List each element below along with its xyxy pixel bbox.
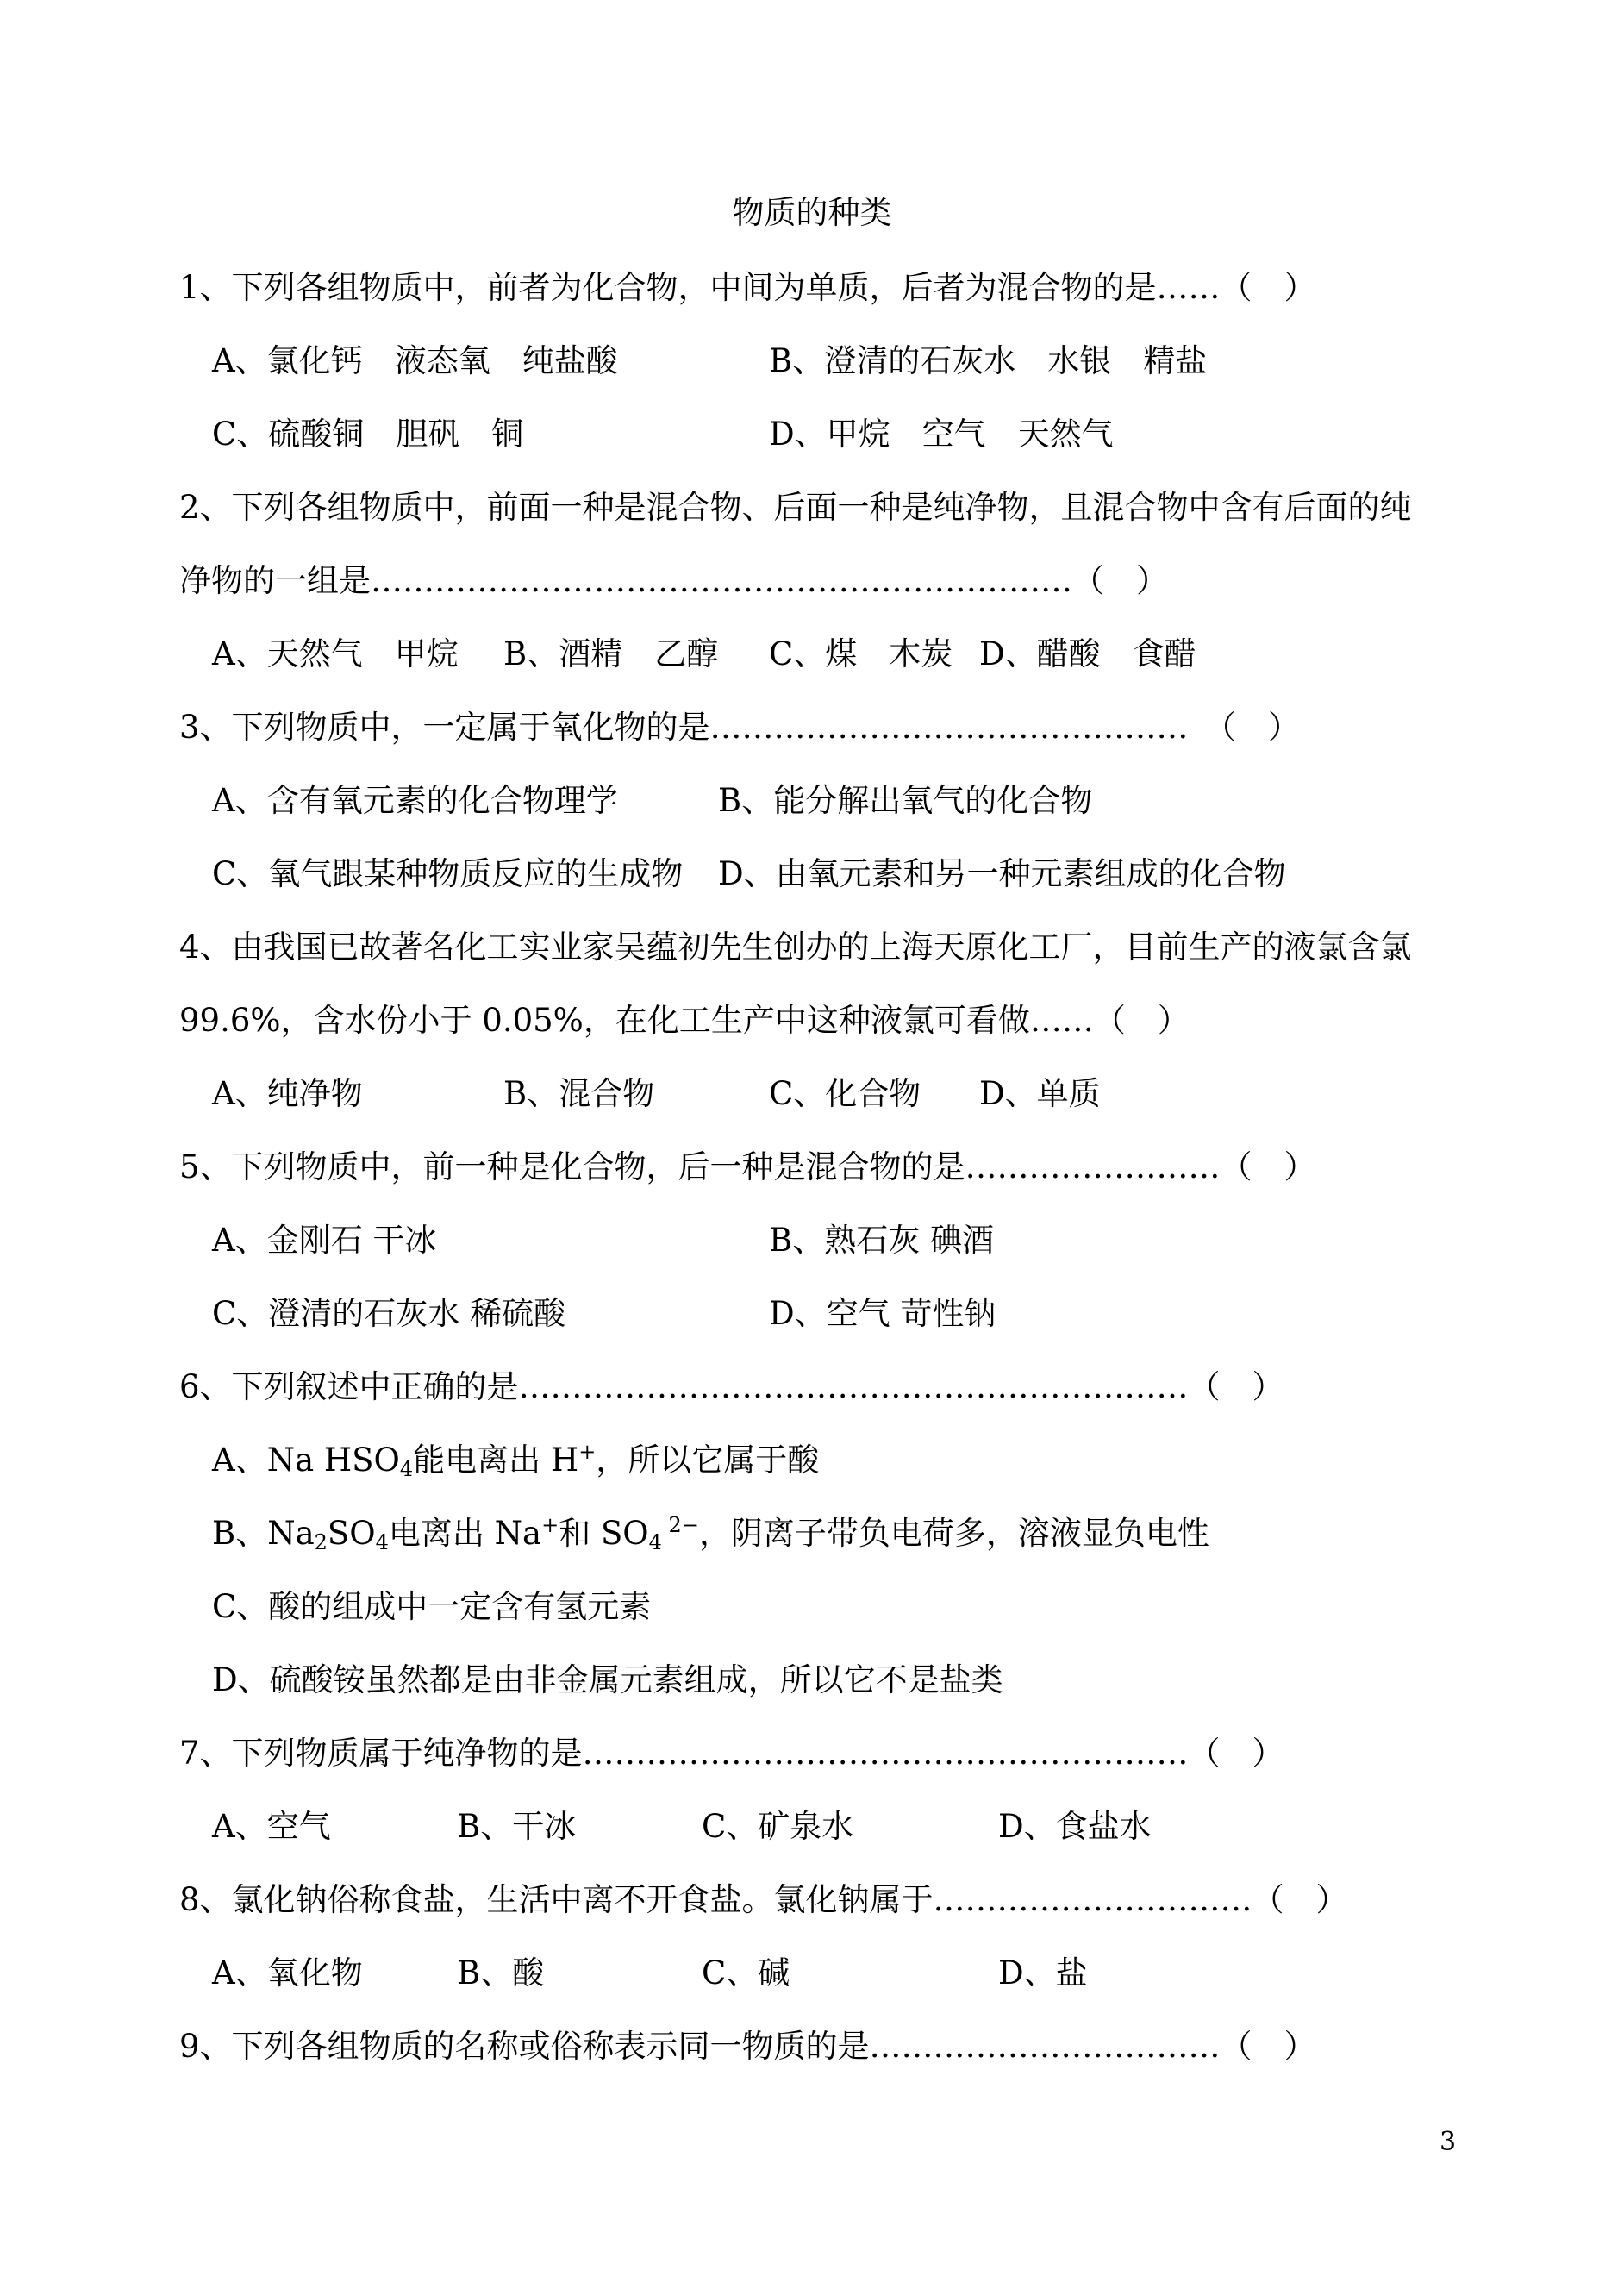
question-3-option-b: B、能分解出氧气的化合物 <box>718 782 1093 819</box>
subscript-2: 2 <box>314 1530 328 1554</box>
question-5-stem: 5、下列物质中，前一种是化合物，后一种是混合物的是……………………（ ） <box>179 1148 1316 1185</box>
question-9-stem: 9、下列各组物质的名称或俗称表示同一物质的是……………………………（ ） <box>179 2028 1316 2065</box>
question-2-option-c: C、煤 木炭 <box>769 635 953 672</box>
question-5-option-a: A、金刚石 干冰 <box>212 1222 437 1259</box>
question-5-option-b: B、熟石灰 碘酒 <box>769 1222 994 1259</box>
page-title: 物质的种类 <box>732 194 892 231</box>
option-a-text-2: 能电离出 H <box>413 1441 579 1479</box>
question-8-option-b: B、酸 <box>457 1954 545 1992</box>
question-3-option-c: C、氧气跟某种物质反应的生成物 <box>212 855 684 892</box>
question-7-option-c: C、矿泉水 <box>702 1808 854 1845</box>
question-7-option-a: A、空气 <box>212 1808 331 1845</box>
question-2-stem-line-1: 2、下列各组物质中，前面一种是混合物、后面一种是纯净物，且混合物中含有后面的纯 <box>179 489 1412 526</box>
question-5-option-c: C、澄清的石灰水 稀硫酸 <box>212 1295 566 1332</box>
page-number: 3 <box>1440 2127 1457 2157</box>
question-2-stem-line-2: 净物的一组是…………………………………………………………（ ） <box>179 562 1168 599</box>
question-1-option-c: C、硫酸铜 胆矾 铜 <box>212 416 524 453</box>
question-2-option-d: D、醋酸 食醋 <box>979 635 1196 672</box>
subscript-4: 4 <box>399 1457 414 1481</box>
question-1-option-b: B、澄清的石灰水 水银 精盐 <box>769 342 1208 379</box>
question-3-option-d: D、由氧元素和另一种元素组成的化合物 <box>718 855 1286 892</box>
question-8-option-a: A、氧化物 <box>212 1954 363 1992</box>
question-6-option-d: D、硫酸铵虽然都是由非金属元素组成，所以它不是盐类 <box>212 1661 1003 1698</box>
question-8-option-d: D、盐 <box>998 1954 1088 1992</box>
question-6-option-b <box>212 1512 1209 1555</box>
question-5-option-d: D、空气 苛性钠 <box>769 1295 996 1332</box>
subscript-4: 4 <box>375 1530 389 1554</box>
question-1-option-a: A、氯化钙 液态氧 纯盐酸 <box>212 342 618 379</box>
question-3-option-a: A、含有氧元素的化合物理学 <box>212 782 618 819</box>
question-7-stem: 7、下列物质属于纯净物的是…………………………………………………（ ） <box>179 1735 1284 1772</box>
option-b-text-3: 电离出 Na <box>388 1515 542 1552</box>
question-2-option-b: B、酒精 乙醇 <box>503 635 719 672</box>
option-b-text-5: ，阴离子带负电荷多，溶液显负电性 <box>698 1515 1209 1552</box>
superscript-2-minus: 2− <box>661 1513 699 1537</box>
question-2-option-a: A、天然气 甲烷 <box>212 635 459 672</box>
question-7-option-b: B、干冰 <box>457 1808 577 1845</box>
option-a-text-1: A、Na HSO <box>212 1441 400 1479</box>
superscript-plus: + <box>541 1513 559 1537</box>
question-4-option-a: A、纯净物 <box>212 1075 363 1112</box>
question-7-option-d: D、食盐水 <box>998 1808 1152 1845</box>
question-1-option-d: D、甲烷 空气 天然气 <box>769 416 1114 453</box>
question-4-option-d: D、单质 <box>979 1075 1101 1112</box>
question-6-stem: 6、下列叙述中正确的是………………………………………………………（ ） <box>179 1368 1284 1405</box>
option-b-text-1: B、Na <box>212 1515 315 1552</box>
option-a-text-3: ，所以它属于酸 <box>596 1441 820 1479</box>
question-4-option-c: C、化合物 <box>769 1075 921 1112</box>
question-6-option-c: C、酸的组成中一定含有氢元素 <box>212 1588 652 1625</box>
option-b-text-4: 和 SO <box>559 1515 649 1552</box>
question-8-stem: 8、氯化钠俗称食盐，生活中离不开食盐。氯化钠属于…………………………（ ） <box>179 1881 1348 1918</box>
question-1-stem: 1、下列各组物质中，前者为化合物，中间为单质，后者为混合物的是……（ ） <box>179 269 1316 306</box>
question-3-stem: 3、下列物质中，一定属于氧化物的是……………………………………… （ ） <box>179 709 1301 746</box>
question-4-stem-line-2: 99.6%，含水份小于 0.05%，在化工生产中这种液氯可看做……（ ） <box>179 1002 1190 1039</box>
subscript-4: 4 <box>648 1530 662 1554</box>
option-b-text-2: SO <box>327 1515 376 1552</box>
question-4-option-b: B、混合物 <box>503 1075 655 1112</box>
question-4-stem-line-1: 4、由我国已故著名化工实业家吴蕴初先生创办的上海天原化工厂，目前生产的液氯含氯 <box>179 929 1412 966</box>
question-8-option-c: C、碱 <box>702 1954 790 1992</box>
question-6-option-a <box>212 1439 819 1482</box>
superscript-plus: + <box>578 1440 597 1464</box>
